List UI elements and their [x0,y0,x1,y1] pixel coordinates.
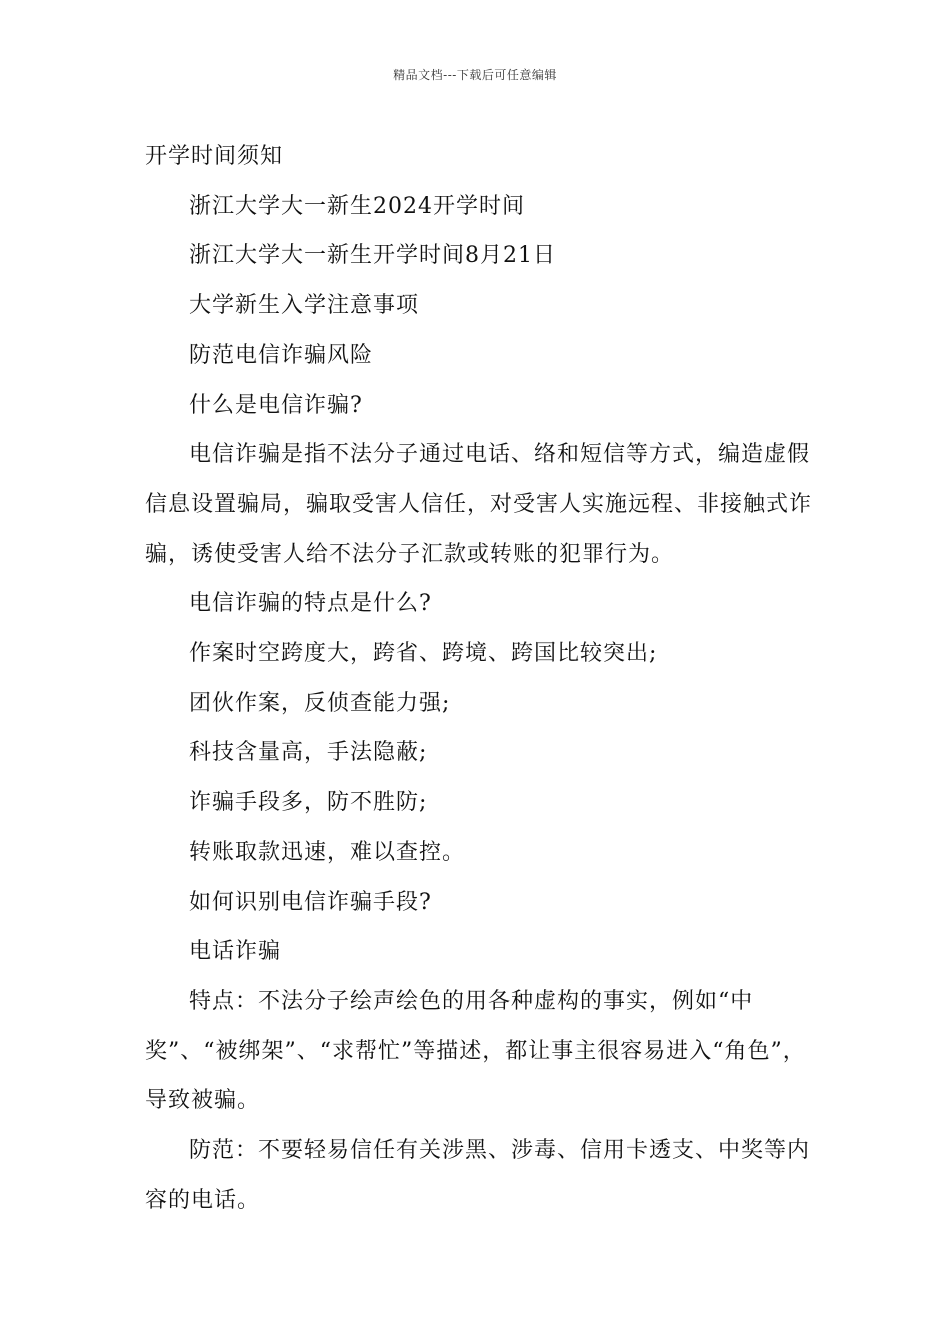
page-header: 精品文档---下载后可任意编辑 [393,68,557,82]
paragraph: 诈骗手段多，防不胜防; [189,790,428,816]
document-title: 开学时间须知 [145,144,284,169]
paragraph: 团伙作案，反侦查能力强; [189,690,451,716]
document-body [145,132,825,1225]
paragraph: 特点：不法分子绘声绘色的用各种虚构的事实，例如“中奖”、“被绑架”、“求帮忙”等描述，都让事主很容易进入“角色”，导致被骗。 [145,988,806,1114]
paragraph: 如何识别电信诈骗手段? [189,889,432,915]
paragraph: 防范：不要轻易信任有关涉黑、涉毒、信用卡透支、中奖等内容的电话。 [145,1138,811,1213]
paragraph: 防范电信诈骗风险 [189,342,374,368]
paragraph: 作案时空跨度大，跨省、跨境、跨国比较突出; [189,641,658,667]
paragraph: 浙江大学大一新生开学时间8月21日 [189,243,556,269]
paragraph: 什么是电信诈骗? [189,392,363,418]
paragraph: 电信诈骗是指不法分子通过电话、络和短信等方式，编造虚假信息设置骗局，骗取受害人信任，对受害人实施远程、非接触式诈骗，诱使受害人给不法分子汇款或转账的犯罪行为。 [145,442,813,567]
paragraph: 浙江大学大一新生2024开学时间 [189,193,525,219]
paragraph: 科技含量高，手法隐蔽; [189,740,428,766]
paragraph: 大学新生入学注意事项 [189,293,420,319]
paragraph: 转账取款迅速，难以查控。 [189,839,466,865]
paragraph: 电信诈骗的特点是什么? [189,591,432,617]
paragraph: 电话诈骗 [189,939,282,965]
